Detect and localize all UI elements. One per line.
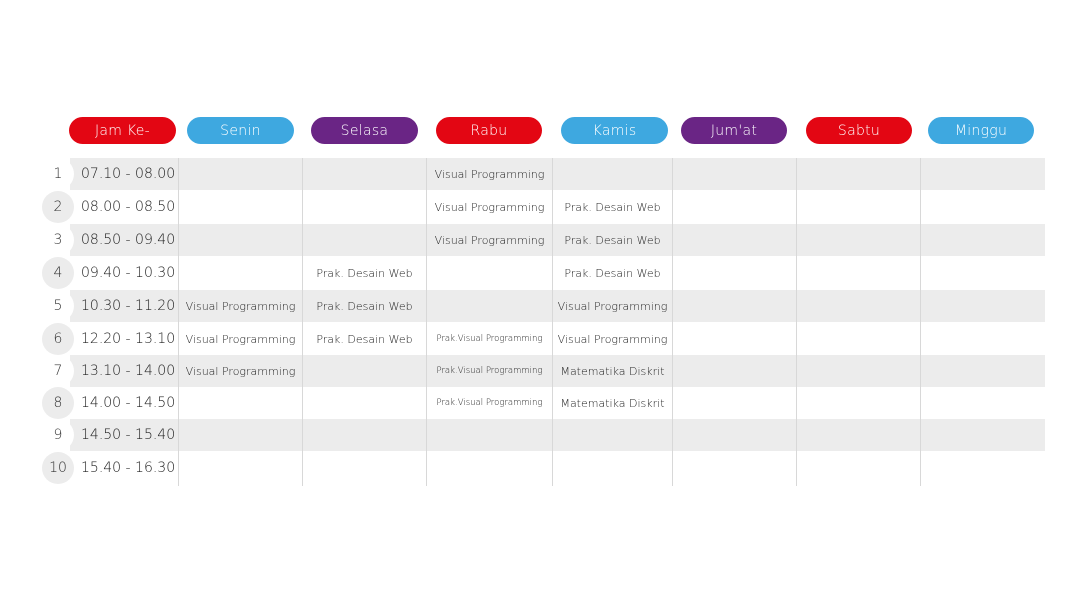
cell-kamis: Prak. Desain Web	[564, 233, 661, 247]
header-selasa: Selasa	[311, 117, 418, 144]
cell-sabtu	[797, 257, 920, 289]
time-slot: 08.00 - 08.50	[81, 199, 176, 215]
cell-minggu	[921, 323, 1045, 355]
header-senin: Senin	[187, 117, 294, 144]
cell-senin	[179, 419, 302, 451]
row-number: 2	[42, 191, 74, 223]
row-number: 5	[42, 290, 74, 322]
cell-kamis: Visual Programming	[557, 299, 668, 313]
row-number: 1	[42, 158, 74, 190]
cell-rabu: Visual Programming	[434, 167, 545, 181]
time-slot: 09.40 - 10.30	[81, 265, 176, 281]
cell-selasa: Prak. Desain Web	[316, 332, 413, 346]
cell-jumat	[673, 452, 796, 484]
column-divider	[552, 158, 553, 486]
cell-senin: Visual Programming	[185, 299, 296, 313]
cell-sabtu	[797, 323, 920, 355]
table-row	[0, 419, 1080, 451]
cell-senin	[179, 224, 302, 256]
cell-senin	[179, 452, 302, 484]
cell-minggu	[921, 290, 1045, 322]
cell-jumat	[673, 419, 796, 451]
cell-minggu	[921, 355, 1045, 387]
cell-minggu	[921, 419, 1045, 451]
cell-senin: Visual Programming	[185, 364, 296, 378]
cell-rabu: Visual Programming	[434, 233, 545, 247]
cell-jumat	[673, 224, 796, 256]
cell-rabu: Prak.Visual Programming	[436, 366, 543, 376]
cell-rabu: Prak.Visual Programming	[436, 334, 543, 344]
cell-minggu	[921, 387, 1045, 419]
table-row	[0, 452, 1080, 484]
time-slot: 14.50 - 15.40	[81, 427, 176, 443]
column-divider	[302, 158, 303, 486]
cell-senin	[179, 158, 302, 190]
cell-jumat	[673, 158, 796, 190]
cell-sabtu	[797, 290, 920, 322]
time-slot: 13.10 - 14.00	[81, 363, 176, 379]
header-rabu: Rabu	[436, 117, 542, 144]
time-slot: 15.40 - 16.30	[81, 460, 176, 476]
time-slot: 10.30 - 11.20	[81, 298, 176, 314]
cell-senin: Visual Programming	[185, 332, 296, 346]
cell-sabtu	[797, 355, 920, 387]
table-row	[0, 323, 1080, 355]
cell-kamis	[553, 452, 672, 484]
row-number: 4	[42, 257, 74, 289]
cell-rabu: Visual Programming	[434, 200, 545, 214]
time-slot: 08.50 - 09.40	[81, 232, 176, 248]
cell-jumat	[673, 387, 796, 419]
row-number: 8	[42, 387, 74, 419]
cell-rabu	[427, 290, 552, 322]
cell-selasa	[303, 355, 426, 387]
cell-rabu	[427, 452, 552, 484]
cell-rabu	[427, 419, 552, 451]
cell-kamis: Matematika Diskrit	[560, 364, 665, 378]
cell-minggu	[921, 224, 1045, 256]
header-jam-ke: Jam Ke-	[69, 117, 176, 144]
table-row	[0, 224, 1080, 256]
cell-jumat	[673, 257, 796, 289]
cell-senin	[179, 257, 302, 289]
cell-minggu	[921, 158, 1045, 190]
cell-kamis	[553, 419, 672, 451]
row-number: 6	[42, 323, 74, 355]
column-divider	[426, 158, 427, 486]
cell-jumat	[673, 290, 796, 322]
table-row	[0, 290, 1080, 322]
cell-sabtu	[797, 224, 920, 256]
cell-kamis	[553, 158, 672, 190]
column-divider	[920, 158, 921, 486]
row-number: 7	[42, 355, 74, 387]
cell-selasa	[303, 191, 426, 223]
header-kamis: Kamis	[561, 117, 668, 144]
cell-senin	[179, 191, 302, 223]
cell-jumat	[673, 191, 796, 223]
cell-selasa: Prak. Desain Web	[316, 299, 413, 313]
cell-kamis: Prak. Desain Web	[564, 266, 661, 280]
cell-selasa: Prak. Desain Web	[316, 266, 413, 280]
time-slot: 12.20 - 13.10	[81, 331, 176, 347]
cell-selasa	[303, 387, 426, 419]
cell-jumat	[673, 355, 796, 387]
cell-selasa	[303, 419, 426, 451]
time-slot: 14.00 - 14.50	[81, 395, 176, 411]
header-minggu: Minggu	[928, 117, 1034, 144]
row-number: 10	[42, 452, 74, 484]
table-row	[0, 355, 1080, 387]
cell-minggu	[921, 257, 1045, 289]
table-row	[0, 191, 1080, 223]
cell-sabtu	[797, 419, 920, 451]
cell-kamis: Matematika Diskrit	[560, 396, 665, 410]
column-divider	[672, 158, 673, 486]
column-divider	[178, 158, 179, 486]
cell-jumat	[673, 323, 796, 355]
cell-sabtu	[797, 387, 920, 419]
cell-sabtu	[797, 452, 920, 484]
table-row	[0, 387, 1080, 419]
column-divider	[796, 158, 797, 486]
cell-rabu	[427, 257, 552, 289]
cell-minggu	[921, 191, 1045, 223]
time-slot: 07.10 - 08.00	[81, 166, 176, 182]
cell-senin	[179, 387, 302, 419]
row-number: 9	[42, 419, 74, 451]
row-number: 3	[42, 224, 74, 256]
cell-sabtu	[797, 191, 920, 223]
cell-selasa	[303, 224, 426, 256]
cell-minggu	[921, 452, 1045, 484]
header-jumat: Jum'at	[681, 117, 787, 144]
header-sabtu: Sabtu	[806, 117, 912, 144]
cell-kamis: Visual Programming	[557, 332, 668, 346]
cell-rabu: Prak.Visual Programming	[436, 398, 543, 408]
cell-selasa	[303, 158, 426, 190]
cell-kamis: Prak. Desain Web	[564, 200, 661, 214]
table-row	[0, 158, 1080, 190]
table-row	[0, 257, 1080, 289]
cell-sabtu	[797, 158, 920, 190]
cell-selasa	[303, 452, 426, 484]
schedule-header	[0, 117, 1080, 144]
